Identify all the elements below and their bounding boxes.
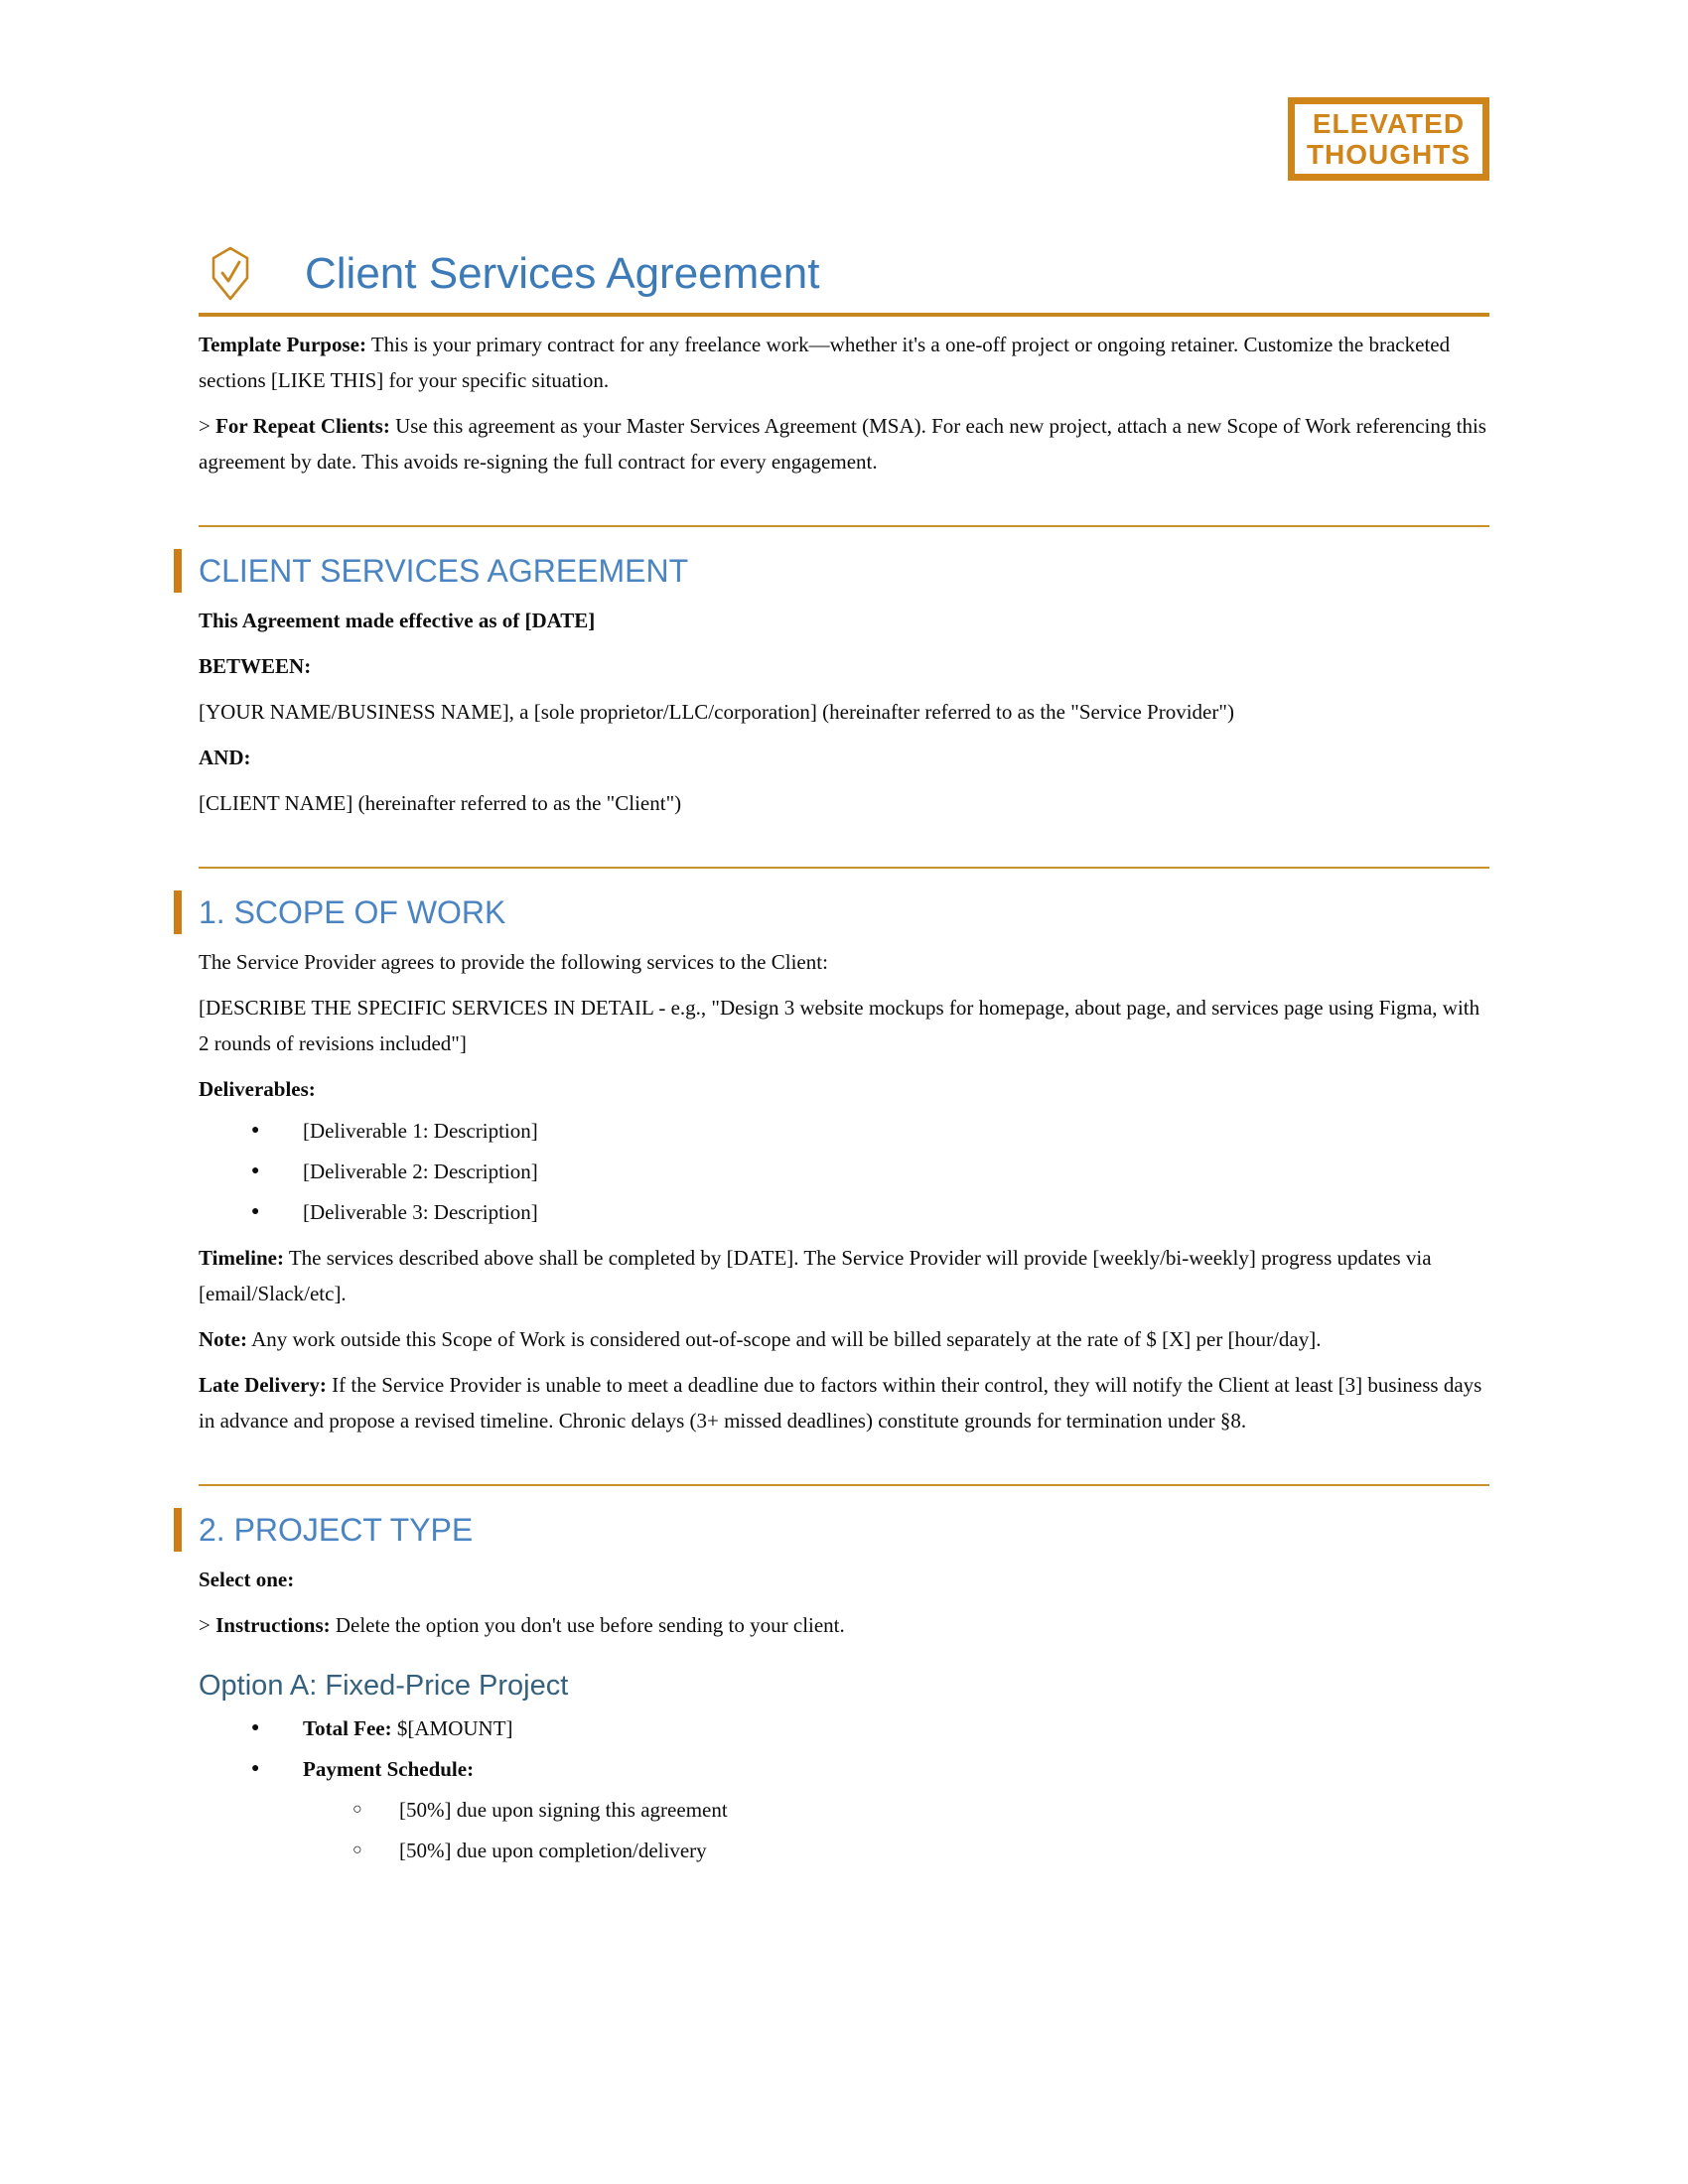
list-item-total-fee xyxy=(199,1710,1489,1746)
list-item-text: $[AMOUNT] xyxy=(391,1716,513,1740)
title-rule xyxy=(199,313,1489,317)
section-heading-project-type: 2. PROJECT TYPE xyxy=(174,1508,1489,1552)
bold-text: BETWEEN: xyxy=(199,654,312,678)
section-heading-scope: 1. SCOPE OF WORK xyxy=(174,890,1489,934)
paragraph-text: Any work outside this Scope of Work is considered out-of-scope and will be billed separately at the rate of $ [X] per [hour/day]. xyxy=(246,1327,1322,1351)
deliverables-list xyxy=(199,1113,1489,1230)
bold-label: Note: xyxy=(199,1327,247,1351)
paragraph-client-name: [CLIENT NAME] (hereinafter referred to as the "Client") xyxy=(199,791,682,815)
paragraph-provider-name: [YOUR NAME/BUSINESS NAME], a [sole proprietor/LLC/corporation] (hereinafter referred to as the "Service Provider") xyxy=(199,700,1234,724)
brand-logo-line2: THOUGHTS xyxy=(1306,139,1471,170)
paragraph-deliverables-label xyxy=(199,1071,1489,1107)
bold-text: Deliverables: xyxy=(199,1077,316,1101)
paragraph-between xyxy=(199,648,1489,684)
subsection-heading-option-a: Option A: Fixed-Price Project xyxy=(199,1670,569,1702)
list-item-payment-completion: ○ [50%] due upon completion/delivery xyxy=(199,1833,1489,1868)
prefix-text: > xyxy=(199,1613,216,1637)
paragraph-text: Use this agreement as your Master Services Agreement (MSA). For each new project, attach a new Scope of Work referencing this agreement by date. This avoids re-signing the full contract for every engagement. xyxy=(199,414,1486,474)
paragraph-note xyxy=(199,1321,1489,1357)
paragraph-text: If the Service Provider is unable to meet a deadline due to factors within their control, they will notify the Client at least [3] business days in advance and propose a revised timeline. Chronic delays (3+ missed deadlines) constitute grounds for termination under §8. xyxy=(199,1373,1482,1433)
bold-label: Timeline: xyxy=(199,1246,284,1270)
section-divider xyxy=(199,1484,1489,1486)
list-item-deliverable-3: ● [Deliverable 3: Description] xyxy=(199,1194,1489,1230)
title-row xyxy=(199,246,1489,301)
bold-text: This Agreement made effective as of [DATE] xyxy=(199,609,596,632)
paragraph-instructions xyxy=(199,1607,1489,1643)
paragraph-and xyxy=(199,740,1489,775)
brand-logo-line1: ELEVATED xyxy=(1312,108,1466,139)
bold-label: For Repeat Clients: xyxy=(215,414,390,438)
paragraph-effective-date xyxy=(199,603,1489,638)
paragraph-repeat-clients xyxy=(199,408,1489,479)
bold-label: Instructions: xyxy=(215,1613,331,1637)
bold-label: Late Delivery: xyxy=(199,1373,327,1397)
list-item-payment-signing: ○ [50%] due upon signing this agreement xyxy=(199,1792,1489,1828)
list-item-deliverable-1: ● [Deliverable 1: Description] xyxy=(199,1113,1489,1149)
section-divider xyxy=(199,867,1489,869)
paragraph-template-purpose xyxy=(199,327,1489,398)
list-item-deliverable-2: ● [Deliverable 2: Description] xyxy=(199,1154,1489,1189)
shield-check-icon xyxy=(211,246,250,301)
bold-label: Template Purpose: xyxy=(199,333,366,356)
paragraph-timeline xyxy=(199,1240,1489,1311)
brand-logo xyxy=(1288,97,1489,181)
paragraph-text: Delete the option you don't use before sending to your client. xyxy=(330,1613,845,1637)
list-item-payment-schedule xyxy=(199,1751,1489,1787)
section-heading-agreement: CLIENT SERVICES AGREEMENT xyxy=(174,549,1489,593)
bold-label: Payment Schedule: xyxy=(303,1757,475,1781)
paragraph-scope-describe: [DESCRIBE THE SPECIFIC SERVICES IN DETAIL - e.g., "Design 3 website mockups for homepage, about page, and services page using Figma, with 2 rounds of revisions included"] xyxy=(199,996,1480,1055)
section-divider xyxy=(199,525,1489,527)
document-title: Client Services Agreement xyxy=(305,248,820,298)
bold-label: Total Fee: xyxy=(303,1716,392,1740)
paragraph-text: This is your primary contract for any freelance work—whether it's a one-off project or ongoing retainer. Customize the bracketed sections [LIKE THIS] for your specific situation. xyxy=(199,333,1451,392)
paragraph-late-delivery xyxy=(199,1367,1489,1438)
prefix-text: > xyxy=(199,414,216,438)
paragraph-select-one xyxy=(199,1562,1489,1597)
bold-text: Select one: xyxy=(199,1568,295,1591)
option-a-list xyxy=(199,1710,1489,1868)
paragraph-text: The services described above shall be completed by [DATE]. The Service Provider will provide [weekly/bi-weekly] progress updates via [email/Slack/etc]. xyxy=(199,1246,1432,1305)
paragraph-scope-intro: The Service Provider agrees to provide the following services to the Client: xyxy=(199,950,828,974)
bold-text: AND: xyxy=(199,746,251,769)
